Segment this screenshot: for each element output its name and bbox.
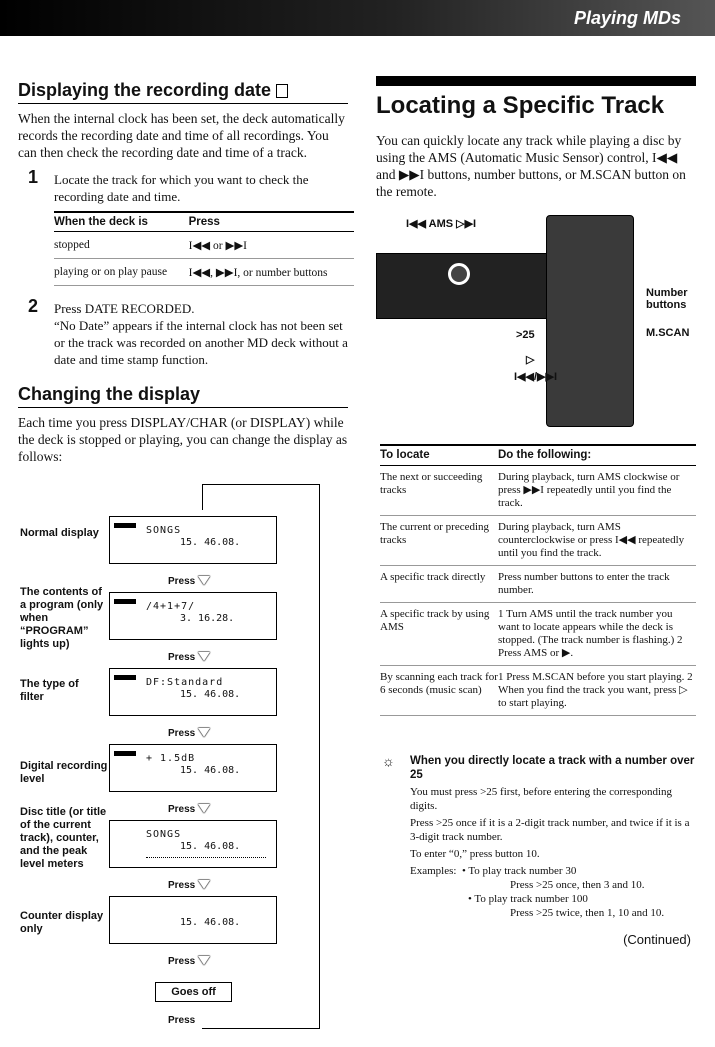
display-line: 15. 46.08. (180, 689, 241, 700)
table-row (380, 566, 696, 603)
display-box (109, 820, 277, 868)
flow-label: Normal display (20, 527, 99, 539)
press-label: Press (168, 804, 196, 815)
table-cell: stopped (54, 232, 189, 259)
display-section-title: Changing the display (18, 384, 348, 408)
table-cell: The current or preceding tracks (380, 516, 498, 566)
table-cell: Press number buttons to enter the track number. (498, 566, 696, 603)
tip-line: To enter “0,” press button 10. (410, 848, 540, 860)
remote-icon (276, 84, 288, 98)
display-line: /4+1+7/ (146, 601, 196, 612)
down-arrow-icon (198, 728, 210, 737)
device-illustration (376, 205, 696, 443)
indicator (114, 599, 136, 604)
table-cell: I◀◀ or ▶▶I (189, 232, 354, 259)
table-cell: During playback, turn AMS counterclockwise or press I◀◀ repeatedly until you find the track. (498, 516, 696, 566)
display-line: SONGS (146, 829, 182, 840)
continued-note: (Continued) (623, 932, 691, 947)
step-text: Press DATE RECORDED. (54, 301, 195, 316)
date-intro: When the internal clock has been set, the deck automatically records the recording date and time of all recordings. You can then check the recording date and time of a track. (18, 111, 345, 160)
example-text: Press >25 once, then 3 and 10. (510, 879, 645, 891)
date-table (54, 211, 354, 286)
example-text: Press >25 twice, then 1, 10 and 10. (510, 907, 665, 919)
table-header: Do the following: (498, 445, 696, 466)
play-label: ▷ (526, 354, 535, 366)
flow-label: Disc title (or title of the current track), counter, and the peak level meters (20, 806, 107, 870)
peak-level-meter (146, 857, 266, 861)
tip-box (380, 754, 700, 920)
right-title: Locating a Specific Track (376, 92, 665, 119)
display-line: 15. 46.08. (180, 765, 241, 776)
table-row (380, 666, 696, 716)
flow-label: Digital recording level (20, 760, 108, 785)
mscan-label: M.SCAN (646, 327, 690, 339)
press-arrow (168, 879, 210, 891)
table-cell: 1 Press M.SCAN before you start playing. 2 When you find the track you want, press ▷ to start playing. (498, 666, 696, 716)
step-1 (18, 167, 348, 205)
indicator (114, 751, 136, 756)
display-box (109, 668, 277, 716)
table-cell: 1 Turn AMS until the track number you want to locate appears while the deck is stopped. (The track number is flashing.) 2 Press AMS or ▶. (498, 603, 696, 666)
display-line: 15. 46.08. (180, 917, 241, 928)
lightbulb-icon: ☼ (382, 753, 395, 769)
examples-label: Examples: (410, 865, 457, 877)
tip-line: Press >25 once if it is a 2-digit track number, and twice if it is a 3-digit track number. (410, 817, 690, 843)
press-label: Press (168, 728, 196, 739)
table-cell: playing or on play pause (54, 259, 189, 286)
display-box (109, 896, 277, 944)
display-line: 15. 46.08. (180, 841, 241, 852)
right-intro: You can quickly locate any track while playing a disc by using the AMS (Automatic Music Sensor) control, I◀◀ and ▶▶I buttons, number buttons, or M.SCAN button on the remote. (376, 133, 686, 199)
step-number: 2 (28, 296, 39, 316)
example-text: • To play track number 30 (461, 865, 577, 877)
press-arrow (168, 727, 210, 739)
display-line: DF:Standard (146, 677, 224, 688)
section-title: Playing MDs (573, 8, 681, 28)
left-column (18, 80, 348, 465)
goes-off-box: Goes off (155, 982, 232, 1002)
table-cell: I◀◀, ▶▶I, or number buttons (189, 259, 354, 286)
cycle-line-top (202, 484, 203, 510)
press-arrow (168, 651, 210, 663)
table-cell: The next or succeeding tracks (380, 466, 498, 516)
step-text: Locate the track for which you want to check the recording date and time. (54, 172, 309, 204)
display-line: + 1.5dB (146, 753, 196, 764)
press-label: Press (168, 652, 196, 663)
down-arrow-icon (198, 880, 210, 889)
locate-table (380, 444, 696, 716)
remote-control (546, 215, 634, 427)
press-label: Press (168, 576, 196, 587)
table-cell: By scanning each track for 6 seconds (music scan) (380, 666, 498, 716)
table-row (380, 516, 696, 566)
skip-label: I◀◀/▶▶I (514, 371, 558, 383)
right-column (376, 76, 696, 200)
example-text: • To play track number 100 (468, 893, 588, 905)
flow-label: Counter display only (20, 910, 104, 935)
step-2 (18, 296, 348, 368)
date-section-title (18, 80, 348, 104)
press-arrow (168, 575, 210, 587)
table-row (54, 232, 354, 259)
table-header: When the deck is (54, 212, 189, 232)
gt25-label: >25 (516, 329, 535, 341)
display-box (109, 592, 277, 640)
indicator (114, 523, 136, 528)
display-line: 15. 46.08. (180, 537, 241, 548)
display-intro: Each time you press DISPLAY/CHAR (or DISPLAY) while the deck is stopped or playing, you can change the display as follows: (18, 415, 348, 464)
flow-label: The type of filter (20, 678, 79, 703)
down-arrow-icon (198, 576, 210, 585)
press-label-final: Press (168, 1015, 196, 1026)
press-label: Press (168, 880, 196, 891)
table-header: Press (189, 212, 354, 232)
table-row (54, 259, 354, 286)
tip-line: You must press >25 first, before entering the corresponding digits. (410, 786, 673, 812)
down-arrow-icon (198, 652, 210, 661)
table-cell: During playback, turn AMS clockwise or press ▶▶I repeatedly until you find the track. (498, 466, 696, 516)
tip-title (380, 754, 700, 782)
date-title-text: Displaying the recording date (18, 80, 272, 100)
table-cell: A specific track directly (380, 566, 498, 603)
display-box (109, 516, 277, 564)
down-arrow-icon (198, 804, 210, 813)
step-note: “No Date” appears if the internal clock has not been set or the track was recorded on another MD deck without a date and time stamp function. (54, 318, 348, 367)
table-cell: A specific track by using AMS (380, 603, 498, 666)
press-label: Press (168, 956, 196, 967)
ams-knob (448, 263, 470, 285)
number-buttons-label: Number buttons (646, 287, 688, 311)
flow-label: The contents of a program (only when “PROGRAM” lights up) (20, 586, 104, 650)
table-row (380, 603, 696, 666)
press-arrow (168, 955, 210, 967)
display-line: 3. 16.28. (180, 613, 235, 624)
display-box (109, 744, 277, 792)
title-bar (376, 76, 696, 86)
tip-title-text: When you directly locate a track with a number over 25 (410, 755, 695, 781)
section-header-bar (0, 0, 715, 36)
press-arrow (168, 803, 210, 815)
step-number: 1 (28, 167, 39, 187)
table-row (380, 466, 696, 516)
ams-label: I◀◀ AMS ▷▶I (406, 218, 477, 230)
display-line: SONGS (146, 525, 182, 536)
deck-panel (376, 253, 566, 319)
tip-example (380, 864, 700, 920)
table-header: To locate (380, 445, 498, 466)
indicator (114, 675, 136, 680)
down-arrow-icon (198, 956, 210, 965)
